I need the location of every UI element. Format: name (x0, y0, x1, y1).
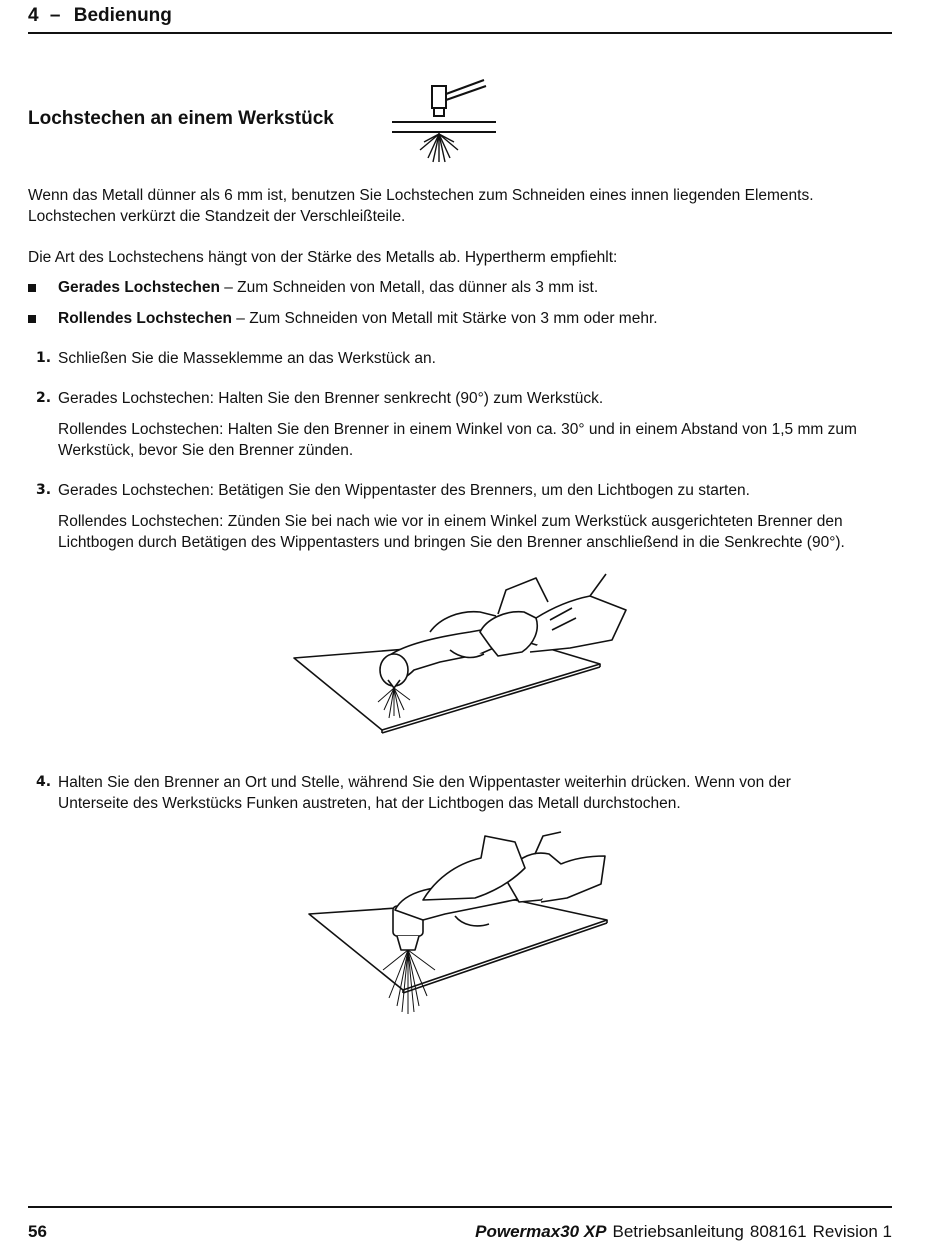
intro-paragraph (28, 185, 898, 227)
bullet-text: – Zum Schneiden von Metall, das dünner als 3 mm ist. (219, 279, 599, 296)
intro-line: Lochstechen verkürzt die Standzeit der Verschleißteile. (28, 208, 406, 225)
doc-revision: Revision 1 (812, 1222, 892, 1241)
doc-number: 808161 (749, 1222, 807, 1241)
step-text: Schließen Sie die Masseklemme an das Werkstück an. (58, 350, 436, 367)
step-number: 3. (36, 482, 52, 498)
bullet-term: Rollendes Lochstechen (58, 310, 232, 327)
page-header (28, 4, 892, 34)
step-number: 2. (36, 390, 52, 406)
step-subtext (58, 419, 898, 461)
intro-paragraph-2: Die Art des Lochstechens hängt von der Stärke des Metalls ab. Hypertherm empfiehlt: (28, 249, 618, 266)
step-text: Halten Sie den Brenner an Ort und Stelle, während Sie den Wippentaster weiterhin drücken. Wenn von der (58, 774, 791, 791)
page-footer (28, 1206, 892, 1248)
step-text: Unterseite des Werkstücks Funken austreten, hat der Lichtbogen das Metall durchstochen. (58, 795, 681, 812)
section-title: Lochstechen an einem Werkstück (28, 108, 334, 129)
product-name: Powermax30 XP (475, 1222, 607, 1241)
step-subtext-line: Werkstück, bevor Sie den Brenner zünden. (58, 442, 354, 459)
step-subtext-line: Lichtbogen durch Betätigen des Wippentasters und bringen Sie den Brenner anschließend in die Senkrechte (90°). (58, 534, 845, 551)
bullet-square-icon (28, 284, 36, 292)
chapter-number: 4 (28, 5, 39, 26)
step-subtext-line: Rollendes Lochstechen: Zünden Sie bei nach wie vor in einem Winkel zum Werkstück ausgerichteten Brenner den (58, 513, 843, 530)
page-number: 56 (28, 1222, 47, 1241)
chapter-dash: – (49, 5, 61, 26)
step-text: Gerades Lochstechen: Betätigen Sie den Wippentaster des Brenners, um den Lichtbogen zu starten. (58, 482, 750, 499)
piercing-torch-icon (388, 76, 500, 168)
step-number: 4. (36, 774, 52, 790)
intro-line: Wenn das Metall dünner als 6 mm ist, benutzen Sie Lochstechen zum Schneiden eines innen liegenden Elements. (28, 187, 814, 204)
angled-torch-on-plate-illustration (290, 570, 635, 735)
step-subtext (58, 511, 898, 553)
doc-type: Betriebsanleitung (612, 1222, 744, 1241)
step-text: Gerades Lochstechen: Halten Sie den Brenner senkrecht (90°) zum Werkstück. (58, 390, 604, 407)
bullet-square-icon (28, 315, 36, 323)
step-number: 1. (36, 350, 52, 366)
footer-doc-info (475, 1222, 892, 1242)
vertical-torch-pierce-illustration (305, 830, 615, 1020)
bullet-term: Gerades Lochstechen (58, 279, 220, 296)
step-subtext-line: Rollendes Lochstechen: Halten Sie den Brenner in einem Winkel von ca. 30° und in einem Abstand von 1,5 mm zum (58, 421, 857, 438)
chapter-title: Bedienung (73, 5, 172, 26)
bullet-text: – Zum Schneiden von Metall mit Stärke von 3 mm oder mehr. (231, 310, 658, 327)
